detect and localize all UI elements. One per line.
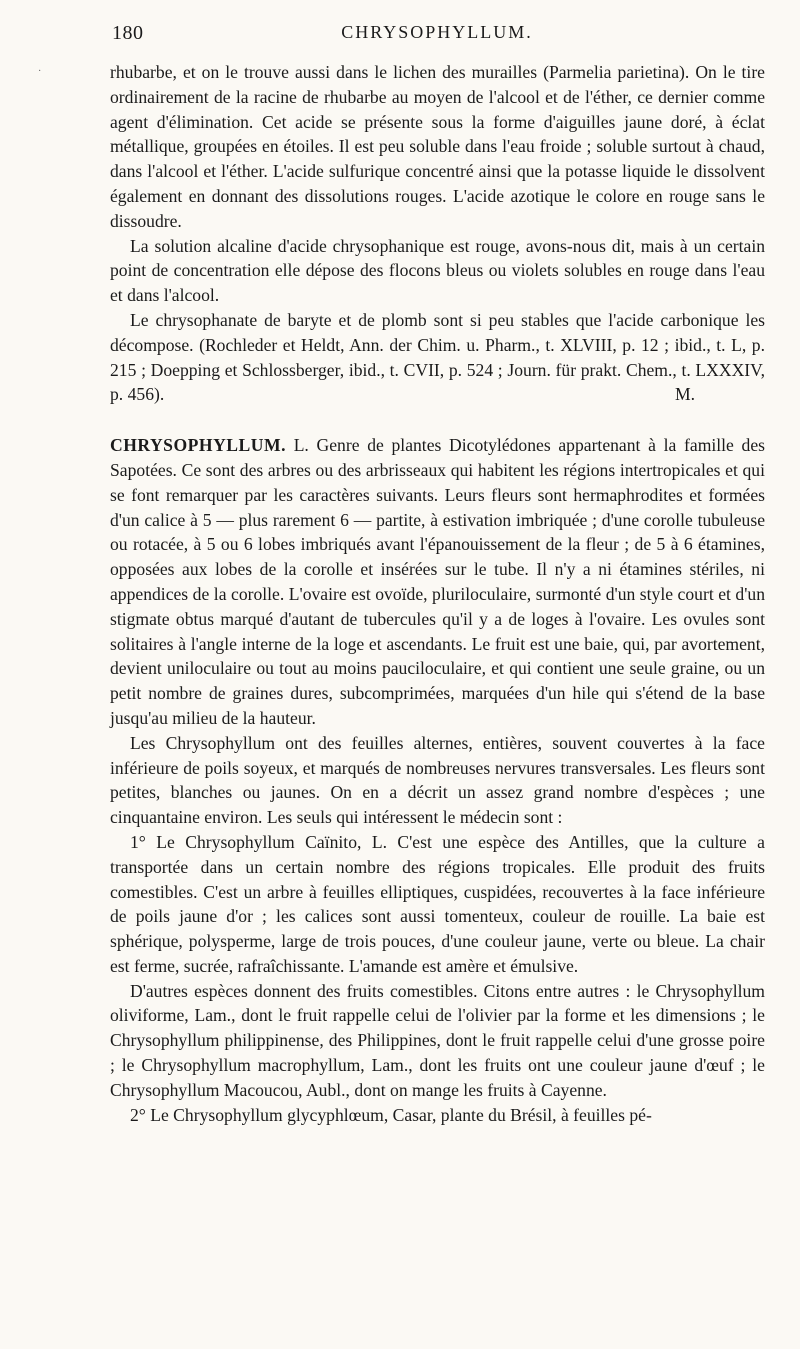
entry-chrysophyllum-paragraph-3: 1° Le Chrysophyllum Caïnito, L. C'est une espèce des Antilles, que la culture a transportée dans un certain nombre des régions tropicales. Elle produit des fruits comestibles. C'est un arbre à feuilles elliptiques, cuspidées, recouvertes à la face inférieure de poils jaune d'or ; les calices sont aussi tomenteux, couleur de rouille. La baie est sphérique, polysperme, large de trois pouces, d'une couleur jaune, verte ou bleue. La chair est ferme, sucrée, rafraîchissante. L'amande est amère et émulsive. [110,831,765,976]
chrysophanic-paragraph-3 [110,308,765,407]
entry-chrysophyllum-paragraph-4: D'autres espèces donnent des fruits comestibles. Citons entre autres : le Chrysophyllum oliviforme, Lam., dont le fruit rappelle celui de l'olivier par la forme et les dimensions ; le Chrysophyllum philippinense, des Philippines, dont le fruit rappelle celui d'une grosse poire ; le Chrysophyllum macrophyllum, Lam., dont les fruits ont une couleur jaune d'œuf ; le Chrysophyllum Macoucou, Aubl., dont on mange les fruits à Cayenne. [110,980,765,1100]
page-number: 180 [112,22,144,44]
page-body [110,60,765,1127]
running-head: CHRYSOPHYLLUM. [341,22,533,42]
page-header [112,22,762,52]
chrysophanic-paragraph-2: La solution alcaline d'acide chrysophanique est rouge, avons-nous dit, mais à un certain point de concentration elle dépose des flocons bleus ou violets solubles en rouge dans l'eau et dans l'alcool. [110,235,765,306]
chrysophanic-paragraph-3-text: Le chrysophanate de baryte et de plomb sont si peu stables que l'acide carbonique les décompose. (Rochleder et Heldt, Ann. der Chim. u. Pharm., t. XLVIII, p. 12 ; ibid., t. L, p. 215 ; Doepping et Schlossberger, ibid., t. CVII, p. 524 ; Journ. für prakt. Chem., t. LXXXIV, p. 456). [110,309,765,405]
entry-chrysophyllum-paragraph-2: Les Chrysophyllum ont des feuilles alternes, entières, souvent couvertes à la face inférieure de poils soyeux, et marqués de nombreuses nervures transversales. Les fleurs sont petites, blanches ou jaunes. On en a décrit un assez grand nombre d'espèces ; une cinquantaine environ. Les seuls qui intéressent le médecin sont : [110,732,765,828]
entry-paragraph-1-text: L. Genre de plantes Dicotylédones appartenant à la famille des Sapotées. Ce sont des arbres ou des arbrisseaux qui habitent les régions intertropicales et qui se font remarquer par les caractères suivants. Leurs fleurs sont hermaphrodites et formées d'un calice à 5 — plus rarement 6 — partite, à estivation imbriquée ; d'une corolle tubuleuse ou rotacée, à 5 ou 6 lobes imbriqués avant l'épanouissement de la fleur ; de 5 à 6 étamines, opposées aux lobes de la corolle et insérées sur le tube. Il n'y a ni étamines stériles, ni appendices de la corolle. L'ovaire est ovoïde, pluriloculaire, surmonté d'un style court et d'un stigmate obtus marqué d'autant de tubercules qu'il y a de loges à l'ovaire. Les ovules sont solitaires à l'angle interne de la loge et ascendants. Le fruit est une baie, qui, par avortement, devient uniloculaire ou tout au moins pauciloculaire, et qui contient une seule graine, ou un petit nombre de graines dures, subcomprimées, marquées d'un hile qui s'étend de la base jusqu'au milieu de la hauteur. [110,435,765,728]
entry-heading: CHRYSOPHYLLUM. [110,435,286,456]
author-signature: M. [674,384,695,405]
entry-chrysophyllum-paragraph-5: 2° Le Chrysophyllum glycyphlœum, Casar, plante du Brésil, à feuilles pé- [130,1104,652,1125]
margin-mark: · [38,66,42,77]
chrysophanic-paragraph-1: rhubarbe, et on le trouve aussi dans le lichen des murailles (Parmelia parietina). On le tire ordinairement de la racine de rhubarbe au moyen de l'alcool et de l'éther, ce dernier comme agent d'élimination. Cet acide se présente sous la forme d'aiguilles jaune doré, à éclat métallique, groupées en étoiles. Il est peu soluble dans l'eau froide ; soluble surtout à chaud, dans l'alcool et l'éther. L'acide sulfurique concentré ainsi que la potasse liquide le dissolvent également en donnant des dissolutions rouges. L'acide azotique le colore en rouge sans le dissoudre. [110,62,765,231]
entry-chrysophyllum-paragraph-1 [110,433,765,731]
